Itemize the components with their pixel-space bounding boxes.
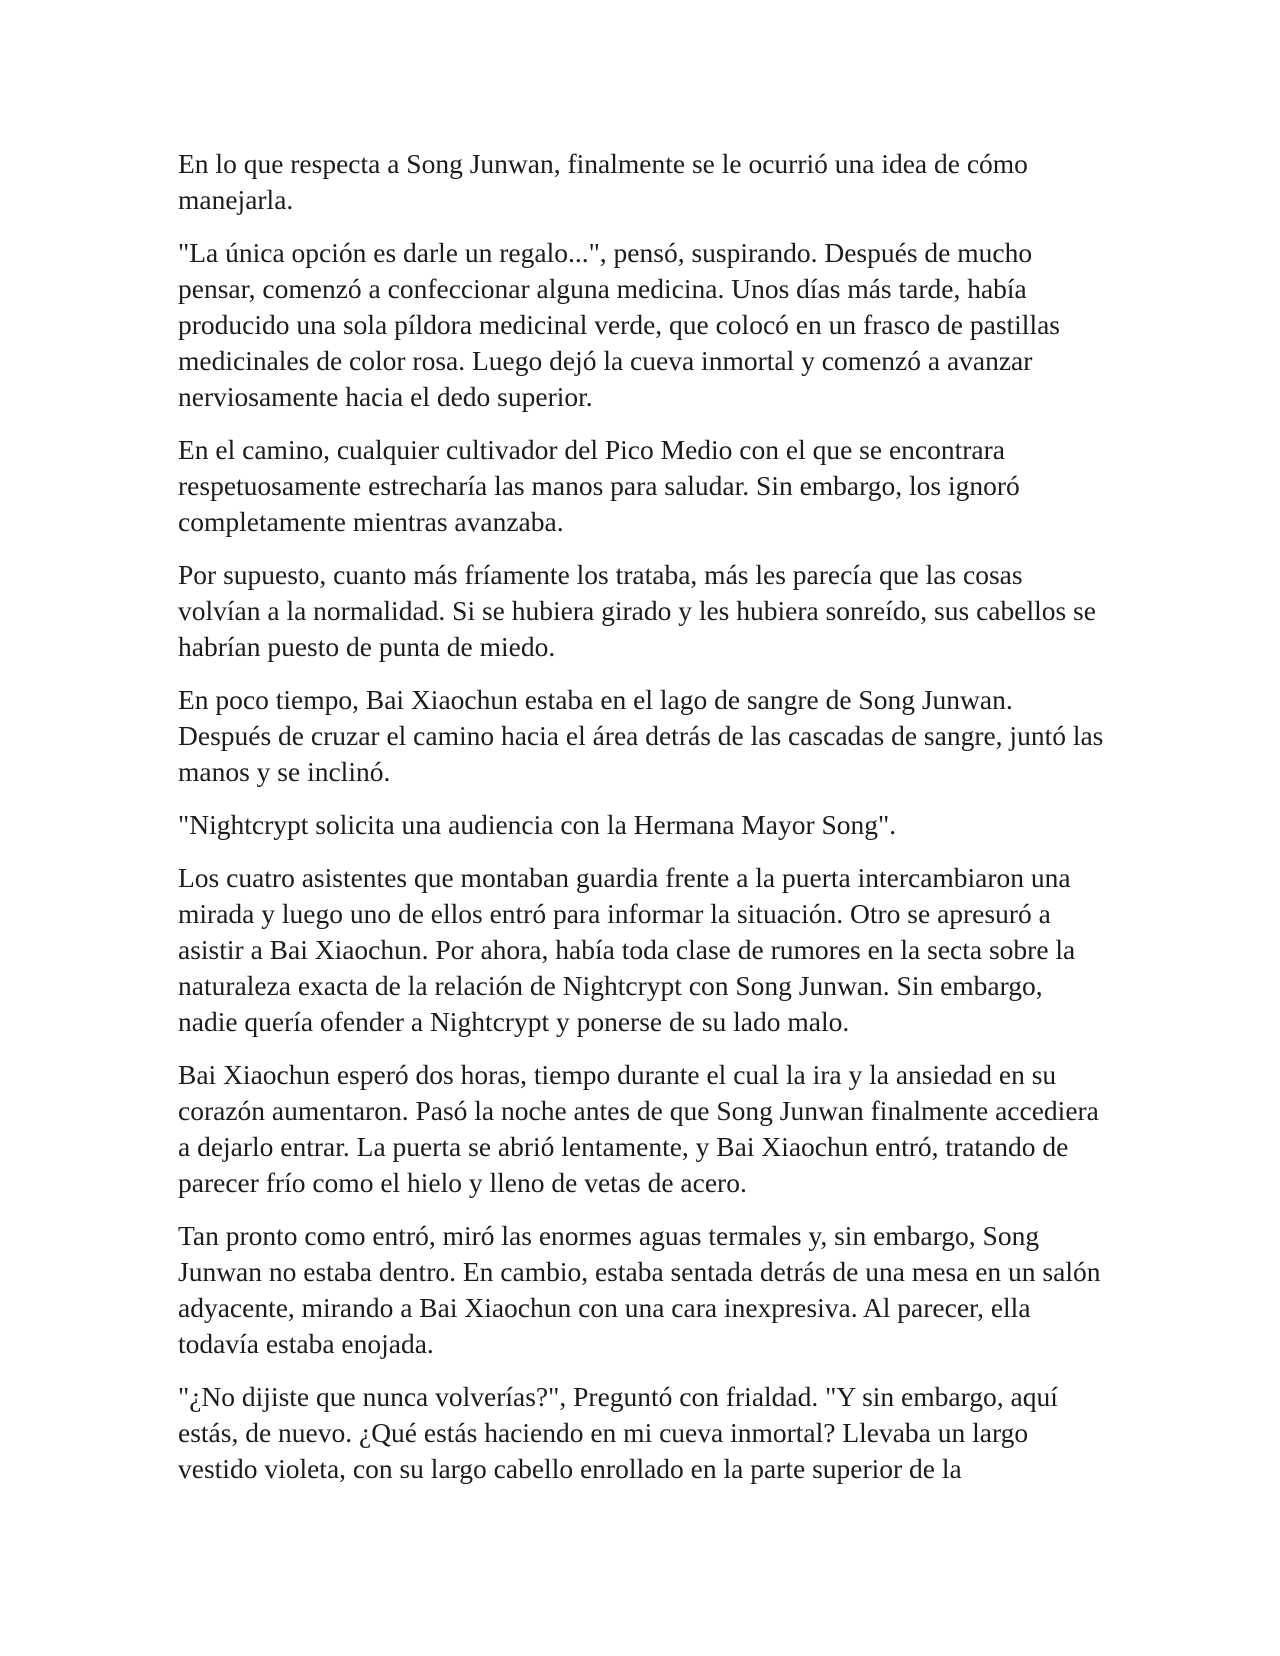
paragraph: Los cuatro asistentes que montaban guardia frente a la puerta intercambiaron una mirada y luego uno de ellos entró para informar la situación. Otro se apresuró a asistir a Bai Xiaochun. Por ahora, había toda clase de rumores en la secta sobre la naturaleza exacta de la relación de Nightcrypt con Song Junwan. Sin embargo, nadie quería ofender a Nightcrypt y ponerse de su lado malo. bbox=[178, 862, 1076, 1037]
paragraph: "¿No dijiste que nunca volverías?", Preguntó con frialdad. "Y sin embargo, aquí estás, de nuevo. ¿Qué estás haciendo en mi cueva inmortal? Llevaba un largo vestido violeta, con su largo cabello enrollado en la parte superior de la bbox=[178, 1381, 1058, 1484]
document-page bbox=[178, 146, 1108, 1504]
paragraph: "La única opción es darle un regalo...", pensó, suspirando. Después de mucho pensar, comenzó a confeccionar alguna medicina. Unos días más tarde, había producido una sola píldora medicinal verde, que colocó en un frasco de pastillas medicinales de color rosa. Luego dejó la cueva inmortal y comenzó a avanzar nerviosamente hacia el dedo superior. bbox=[178, 237, 1061, 412]
paragraph: Bai Xiaochun esperó dos horas, tiempo durante el cual la ira y la ansiedad en su corazón aumentaron. Pasó la noche antes de que Song Junwan finalmente accediera a dejarlo entrar. La puerta se abrió lentamente, y Bai Xiaochun entró, tratando de parecer frío como el hielo y lleno de vetas de acero. bbox=[178, 1059, 1099, 1198]
paragraph: "Nightcrypt solicita una audiencia con la Hermana Mayor Song". bbox=[178, 809, 897, 840]
paragraph: En lo que respecta a Song Junwan, finalmente se le ocurrió una idea de cómo manejarla. bbox=[178, 148, 1028, 215]
paragraph: En poco tiempo, Bai Xiaochun estaba en el lago de sangre de Song Junwan. Después de cruzar el camino hacia el área detrás de las cascadas de sangre, juntó las manos y se inclinó. bbox=[178, 684, 1104, 787]
paragraph: En el camino, cualquier cultivador del Pico Medio con el que se encontrara respetuosamente estrecharía las manos para saludar. Sin embargo, los ignoró completamente mientras avanzaba. bbox=[178, 434, 1020, 537]
paragraph: Por supuesto, cuanto más fríamente los trataba, más les parecía que las cosas volvían a la normalidad. Si se hubiera girado y les hubiera sonreído, sus cabellos se habrían puesto de punta de miedo. bbox=[178, 559, 1096, 662]
paragraph: Tan pronto como entró, miró las enormes aguas termales y, sin embargo, Song Junwan no estaba dentro. En cambio, estaba sentada detrás de una mesa en un salón adyacente, mirando a Bai Xiaochun con una cara inexpresiva. Al parecer, ella todavía estaba enojada. bbox=[178, 1220, 1101, 1359]
